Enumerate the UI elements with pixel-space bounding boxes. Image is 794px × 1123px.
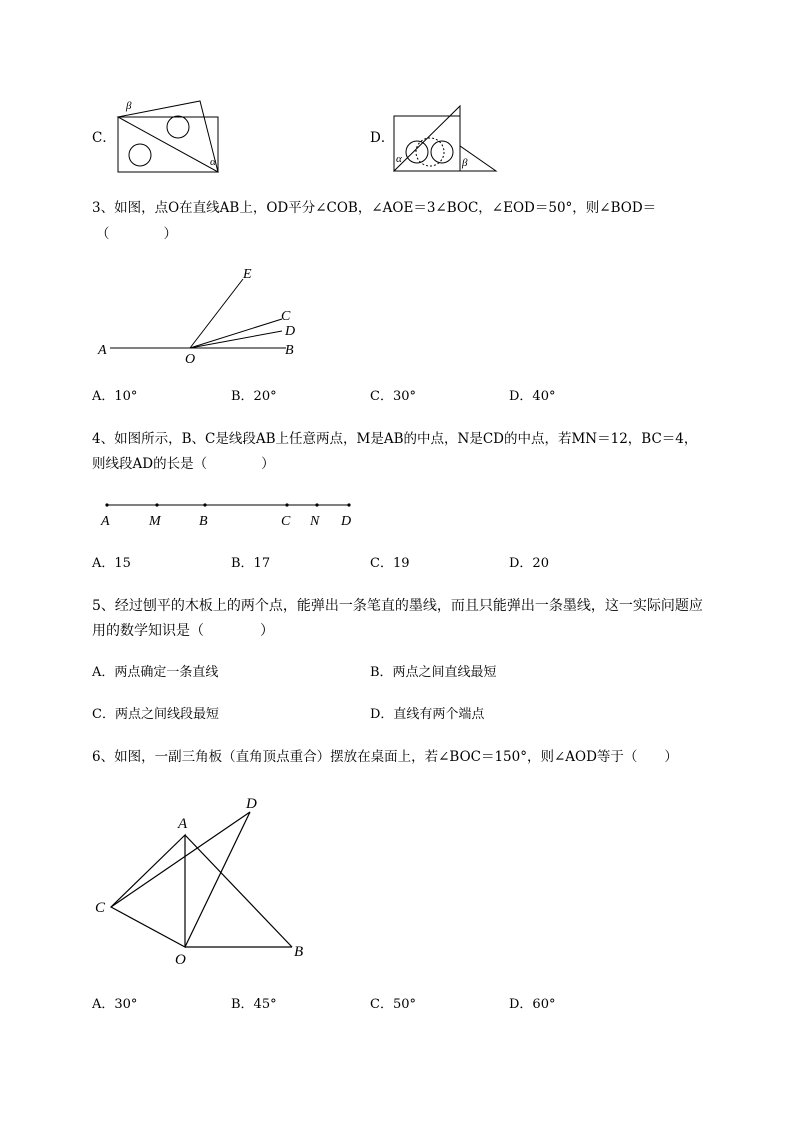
q4-option-d[interactable]: D．20 [509, 556, 549, 571]
point-d-label: D [246, 796, 257, 812]
q6-option-a[interactable]: A．30° [92, 997, 138, 1012]
q3-option-d[interactable]: D．40° [509, 389, 556, 404]
q3-option-b[interactable]: B．20° [231, 389, 277, 404]
q5-option-c[interactable]: C．两点之间线段最短 [92, 707, 219, 722]
q6-figure [90, 790, 320, 975]
point-b-label: B [294, 944, 304, 960]
alpha-label: α [396, 153, 402, 165]
beta-label: β [126, 100, 132, 112]
point-c-label: C [281, 514, 291, 529]
q6-option-c[interactable]: C．50° [370, 997, 416, 1012]
point-c-label: C [95, 900, 106, 916]
point-a-label: A [101, 514, 110, 529]
q5-option-a[interactable]: A．两点确定一条直线 [92, 665, 219, 680]
q4-segment-figure [95, 495, 365, 533]
point-a-label: A [98, 343, 107, 358]
q2-option-d-label: D． [370, 130, 395, 146]
q3-stem: 3、如图，点O在直线AB上，OD平分∠COB，∠AOE＝3∠BOC，∠EOD＝50°，则∠BOD＝ [92, 200, 657, 216]
point-m-label: M [149, 514, 161, 529]
point-c-label: C [281, 309, 291, 324]
point-e-label: E [243, 267, 252, 282]
point-o-label: O [175, 952, 186, 968]
q5-option-d[interactable]: D．直线有两个端点 [370, 707, 485, 722]
point-b-label: B [285, 343, 294, 358]
alpha-label: α [210, 156, 216, 168]
q4-stem-line2: 则线段AD的长是（ ） [92, 456, 275, 472]
point-a-label: A [178, 816, 188, 832]
q3-blank: （ ） [96, 226, 177, 242]
q3-option-c[interactable]: C．30° [370, 389, 416, 404]
q6-option-d[interactable]: D．60° [509, 997, 556, 1012]
q5-stem: 5、经过刨平的木板上的两个点，能弹出一条笔直的墨线，而且只能弹出一条墨线，这一实际问题应 [92, 598, 703, 614]
q5-stem-line2: 用的数学知识是（ ） [92, 623, 274, 639]
point-b-label: B [199, 514, 208, 529]
q4-option-c[interactable]: C．19 [370, 556, 410, 571]
q2-option-c-label: C． [92, 130, 116, 146]
beta-label: β [462, 157, 468, 169]
q6-stem: 6、如图，一副三角板（直角顶点重合）摆放在桌面上，若∠BOC＝150°，则∠AOD等于（ ） [92, 749, 678, 765]
q2-figure-c [110, 95, 230, 180]
point-o-label: O [185, 352, 196, 367]
point-d-label: D [341, 514, 352, 529]
q6-option-b[interactable]: B．45° [231, 997, 277, 1012]
q4-option-b[interactable]: B．17 [231, 556, 271, 571]
q4-option-a[interactable]: A．15 [92, 556, 131, 571]
point-d-label: D [285, 324, 296, 339]
q3-option-a[interactable]: A．10° [92, 389, 138, 404]
q3-figure [90, 262, 320, 367]
point-n-label: N [310, 514, 320, 529]
q5-option-b[interactable]: B．两点之间直线最短 [370, 665, 497, 680]
q2-figure-d [390, 100, 505, 180]
q4-stem: 4、如图所示，B、C是线段AB上任意两点，M是AB的中点，N是CD的中点，若MN＝12，BC＝4， [92, 431, 698, 447]
